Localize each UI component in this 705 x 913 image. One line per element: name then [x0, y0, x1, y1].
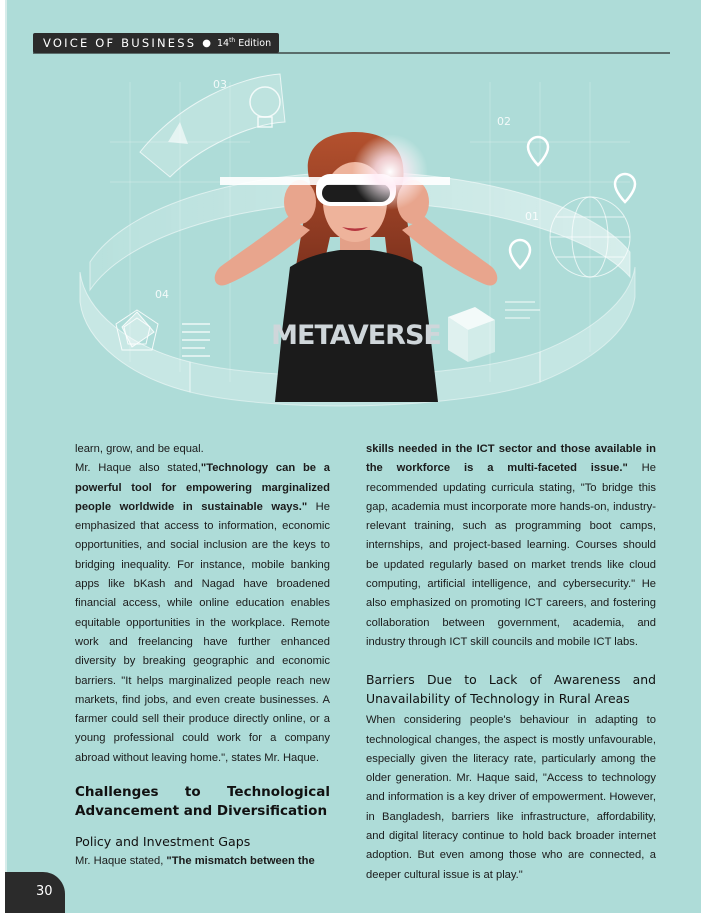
- left-column: [75, 440, 330, 871]
- panel-label-04: 04: [155, 288, 169, 301]
- left-paragraph-3: [75, 852, 330, 871]
- left-paragraph-2: [75, 459, 330, 768]
- right-paragraph-1-quote: skills needed in the ICT sector and those available in the workforce is a multi-faceted issue.": [366, 443, 656, 475]
- panel-label-03: 03: [213, 78, 227, 91]
- publication-name: VOICE OF BUSINESS: [43, 36, 197, 50]
- data-panel: [182, 324, 210, 356]
- left-paragraph-2-body: He emphasized that access to information, economic opportunities, and social inclusion are the keys to bridging inequality. For instance, mobile banking apps like bKash and Nagad have broadened financial access, while online education enables equitable opportunities in the workplace. Remote work and freelancing have further enhanced diversity by breaking geographic and economic barriers. "It helps marginalized people reach new markets, find jobs, and even create businesses. A farmer could sell their produce directly online, or a young professional could work for a company abroad without leaving home.", states Mr. Haque.: [75, 500, 330, 764]
- cube-shape: [448, 307, 495, 362]
- left-paragraph-2-intro: Mr. Haque also stated,: [75, 462, 201, 475]
- metaverse-illustration: [70, 62, 650, 407]
- light-glow: [352, 134, 428, 210]
- location-pin-icon-2: [615, 174, 635, 202]
- right-paragraph-1: [366, 440, 656, 652]
- edition-number: 14: [216, 38, 230, 50]
- right-section-heading: Barriers Due to Lack of Awareness and Unavailability of Technology in Rural Areas: [366, 672, 656, 706]
- left-paragraph-3-quote: "The mismatch between the: [166, 855, 315, 868]
- right-column: [366, 440, 656, 885]
- bar-lines: [505, 302, 540, 318]
- panel-label-01: 01: [525, 210, 539, 223]
- left-paragraph-2-quote: "Technology can be a powerful tool for empowering marginalized people worldwide in sustainable ways.": [75, 462, 330, 513]
- shirt-text: METAVERSE: [271, 320, 441, 351]
- panel-label-02: 02: [497, 115, 511, 128]
- edition-label: [217, 37, 271, 49]
- left-paragraph-3-intro: Mr. Haque stated,: [75, 855, 167, 868]
- page-number-tab: [5, 872, 65, 913]
- header-separator: ●: [202, 37, 211, 49]
- edition-suffix: th: [229, 36, 236, 44]
- left-paragraph-1: learn, grow, and be equal.: [75, 443, 204, 455]
- edition-word: Edition: [235, 38, 272, 50]
- section-heading: Challenges to Technological Advancement and Diversification: [75, 784, 330, 820]
- right-paragraph-2: When considering people's behaviour in adapting to technological changes, the aspect is mostly unfavourable, especially given the literacy rate, particularly among the older generation. Mr. Haque said, "Access to technology and information is a key driver of empowerment. However, in Bangladesh, barriers like infrastructure, affordability, and digital literacy continue to hold back broader internet adoption. But even among those who are connected, a deeper cultural issue is at play.": [366, 714, 656, 881]
- magazine-page: [5, 0, 701, 913]
- page-header: [33, 33, 670, 55]
- publication-banner: [33, 33, 279, 53]
- location-pin-icon: [528, 137, 548, 165]
- subsection-heading: Policy and Investment Gaps: [75, 834, 251, 850]
- location-pin-icon-3: [510, 240, 530, 268]
- page-edge: [5, 0, 7, 913]
- right-paragraph-1-body: He recommended updating curricula stating, "To bridge this gap, academia must incorporate more hands-on, industry-relevant training, such as programming boot camps, internships, and project-based learning. Courses should be updated regularly based on market trends like cloud computing, artificial intelligence, and cybersecurity." He also emphasized on promoting ICT careers, and fostering collaboration between government, academia, and industry through ICT skill councils and mobile ICT labs.: [366, 462, 656, 648]
- page-number: 30: [36, 884, 53, 899]
